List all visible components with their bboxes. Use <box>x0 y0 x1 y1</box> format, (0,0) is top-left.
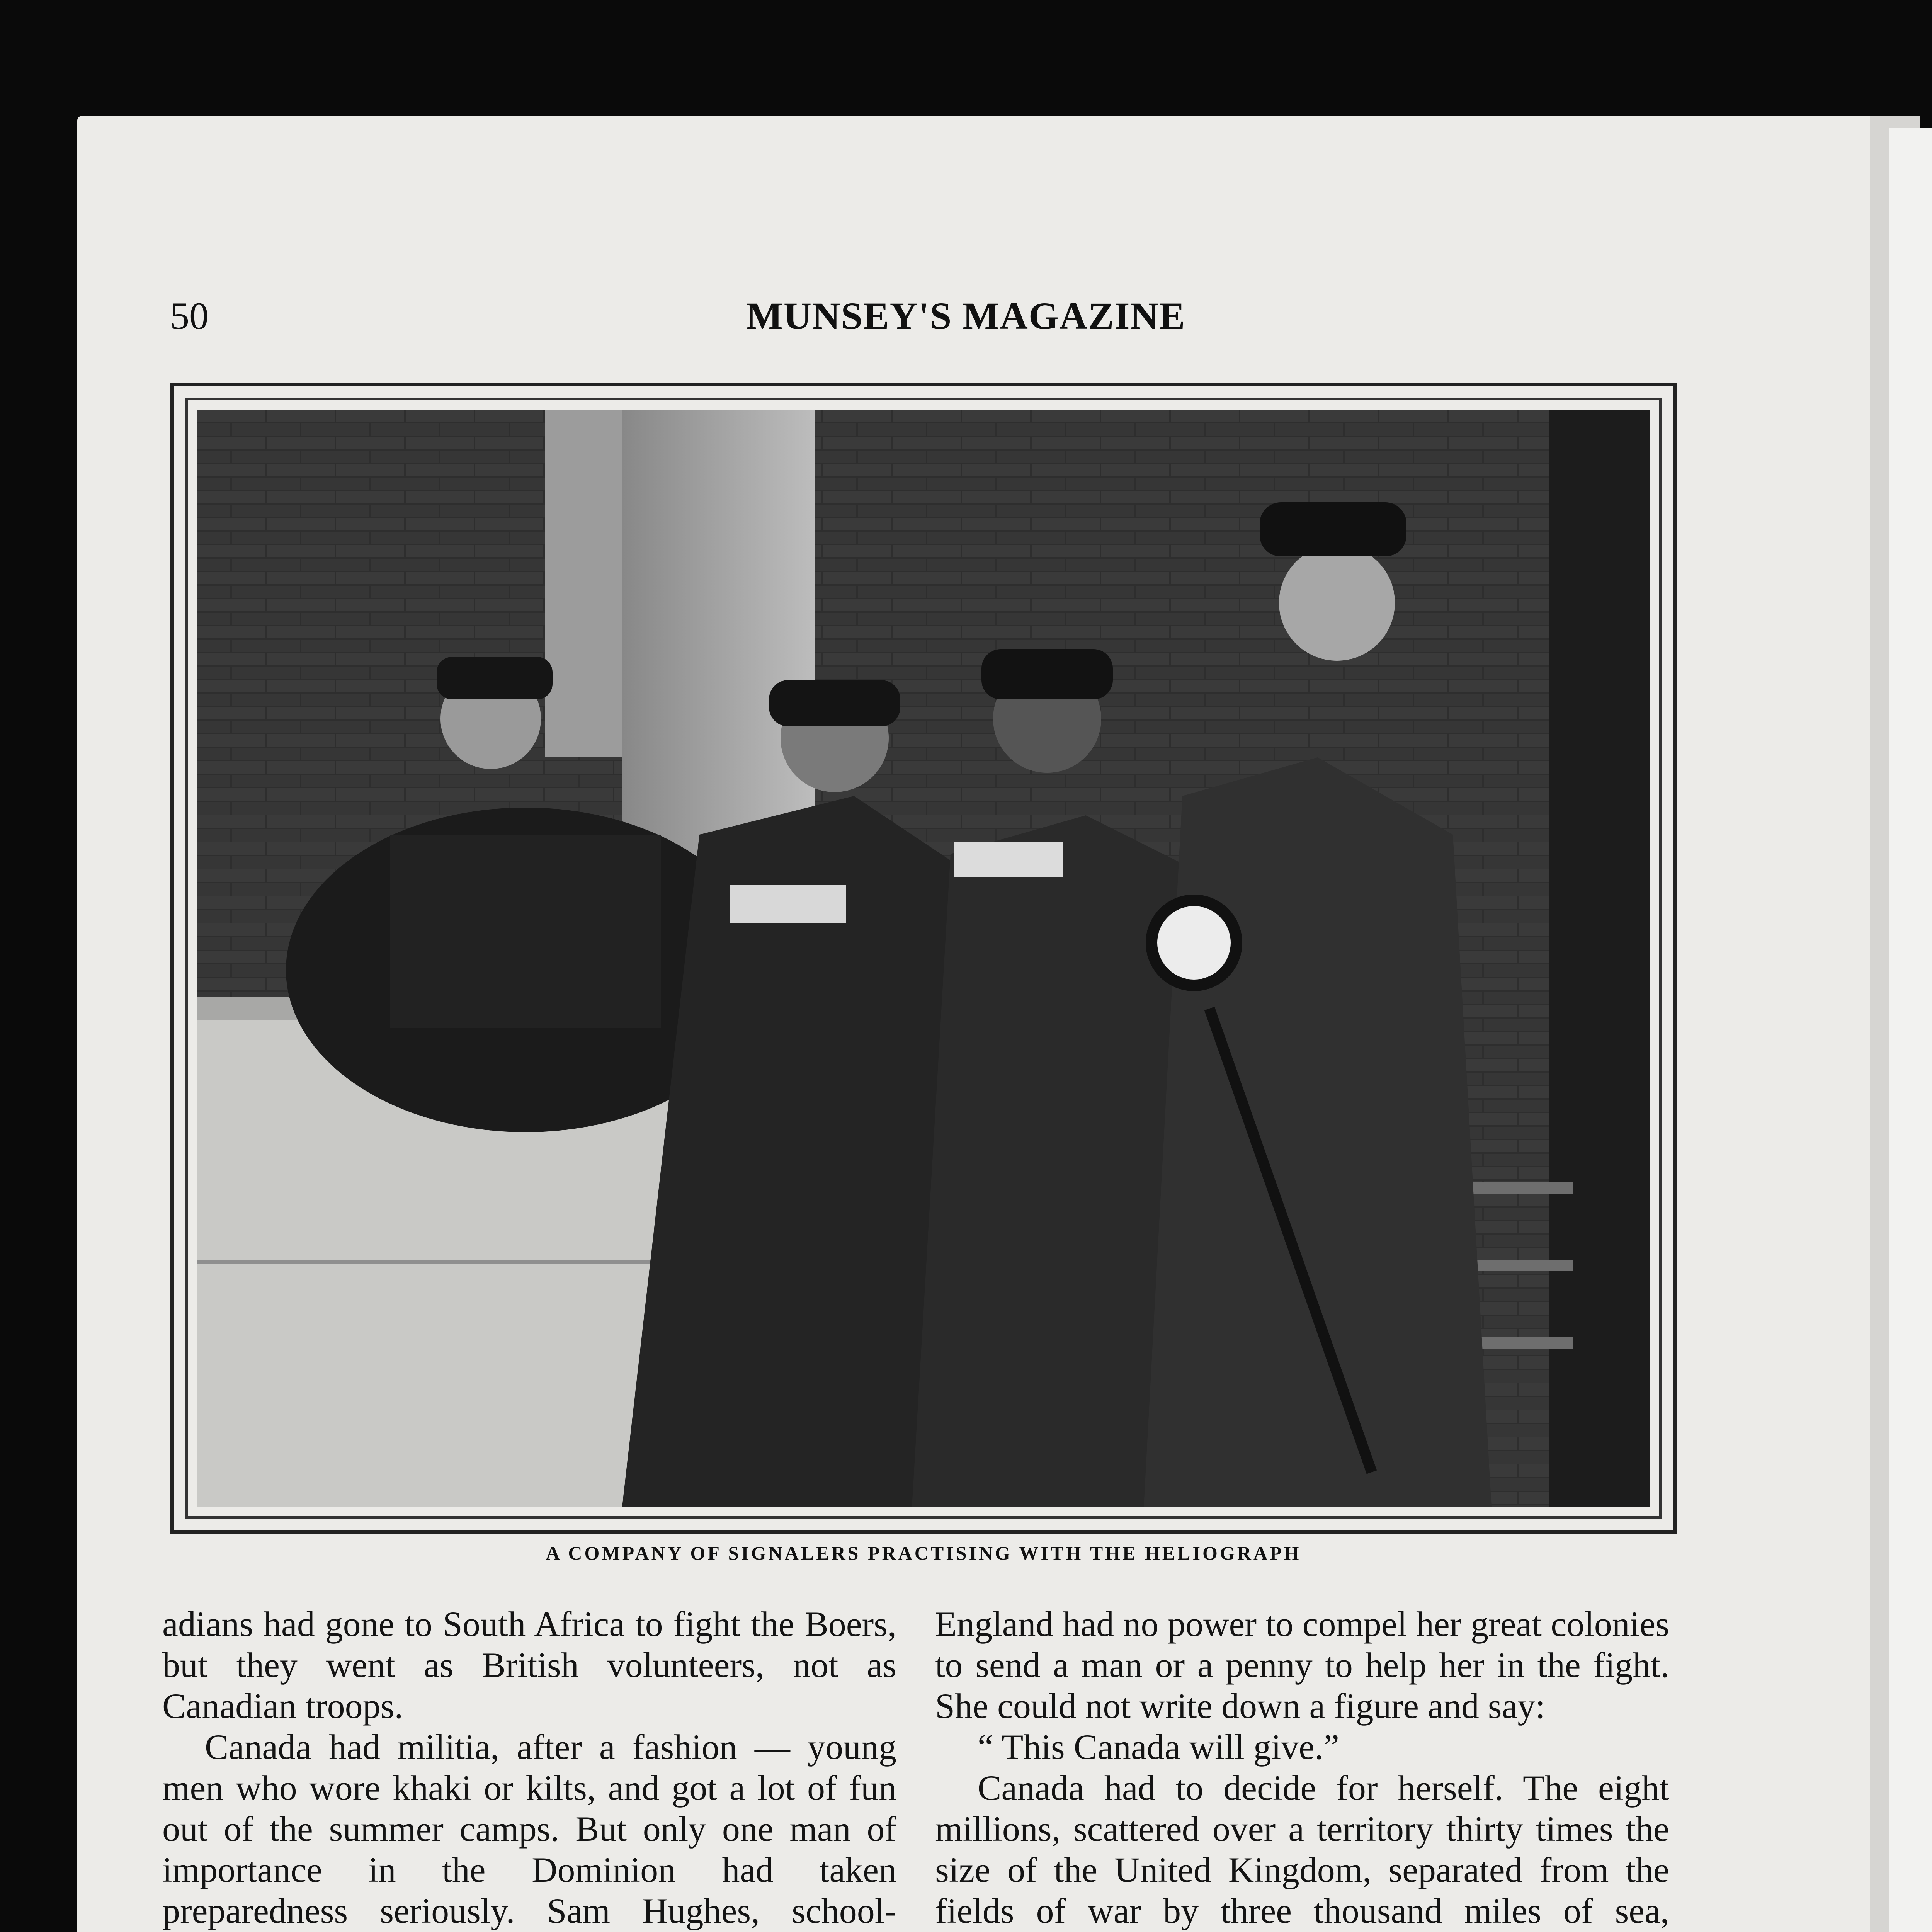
right-paragraph-2: “ This Canada will give.” <box>978 1727 1339 1767</box>
right-paragraph-3: Canada had to decide for herself. The eight millions, scattered over a territory thirty times the size of the United Kingdom, separated from the fields of war by three thousand miles of sea, <box>935 1768 1669 1930</box>
figure-caption: A COMPANY OF SIGNALERS PRACTISING WITH THE HELIOGRAPH <box>546 1542 1301 1564</box>
text-column-right <box>935 1604 1669 1932</box>
left-paragraph-1: adians had gone to South Africa to fight the Boers, but they went as British volunteers, not as Canadian troops. <box>162 1604 896 1726</box>
right-paragraph-1: England had no power to compel her great colonies to send a man or a penny to help her in the fight. She could not write down a figure and say: <box>935 1604 1669 1726</box>
next-page-edge <box>1889 128 1932 1932</box>
page-number: 50 <box>170 294 209 337</box>
left-paragraph-2: Canada had militia, after a fashion — young men who wore khaki or kilts, and got a lot of fun out of the summer camps. But only one man of importance in the Dominion had taken preparedness seriously. Sam Hughes, school- <box>162 1727 896 1930</box>
running-head: MUNSEY'S MAGAZINE <box>746 294 1186 337</box>
signalers-photograph <box>197 410 1650 1507</box>
text-column-left <box>162 1604 896 1932</box>
